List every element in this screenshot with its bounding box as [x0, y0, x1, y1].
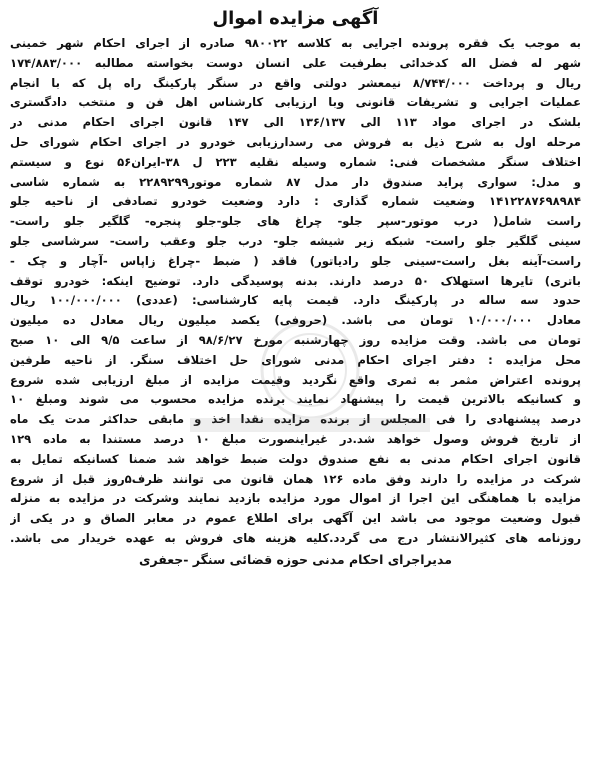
notice-line: راست-آینه بغل راست-سینی جلو رادیاتور) فاقد ( ضبط -چراغ زاپاس -آچار و چک - [10, 253, 581, 268]
notice-line: قبول وضعیت موجود می باشد این آگهی برای اطلاع عموم در معابر الصاق و در یکی از [10, 511, 581, 526]
notice-line: باتری) تایرها استهلاک ۵۰ درصد دارند. بدنه پوسیدگی دارد. توضیح اینکه: خودرو توقف [10, 273, 581, 288]
notice-line: از تاریخ فروش وصول خواهد شد.در غیراینصورت مبلغ ۱۰ درصد مستندا به ماده ۱۲۹ [10, 431, 581, 446]
notice-line: بلشک در اجرای مواد ۱۱۳ الی ۱۳۶/۱۳۷ الی ۱۴۷ قانون اجرای احکام مدنی در [10, 115, 581, 130]
notice-line: به موجب یک فقره پرونده اجرایی به کلاسه ۹۸۰۰۲۲ صادره از اجرای احکام شهر خمینی [10, 36, 581, 50]
notice-line: ریال و پرداخت ۸/۷۴۴/۰۰۰ نیمعشر دولتی واقع در سنگر پارکینگ راه پل که با انجام [10, 75, 581, 90]
notice-signature: مدیراجرای احکام مدنی حوزه قضائی سنگر -جعفری [139, 551, 452, 567]
notice-line: پرونده اعتراض مثمر به ثمری واقع نگردید وقیمت مزایده از مبلغ ارزیابی شده شروع [10, 372, 581, 387]
notice-line: معادل ۱۰/۰۰۰/۰۰۰ تومان می باشد. (حروفی) یکصد میلیون ریال معادل ده میلیون [10, 313, 581, 328]
notice-line: شرکت در مزایده را دارند وفق ماده ۱۲۶ همان قانون می توانند ظرف۵روز قبل از شروع [10, 471, 581, 486]
notice-line: راست شامل( درب موتور-سپر جلو- چراغ های جلو-جلو پنجره- گلگیر جلو راست- [10, 214, 581, 229]
notice-line: مرحله اول به شرح ذیل به فروش می رسدارزیابی خودرو در اجرای احکام شورای حل [10, 134, 581, 149]
notice-body [10, 34, 581, 549]
notice-line: و مدل: سواری پراید صندوق دار مدل ۸۷ شماره موتور۲۲۸۹۲۹۹ به شماره شاسی [10, 174, 581, 189]
notice-line: و کسانیکه بالاترین قیمت را پیشنهاد نمایند برنده مزایده محسوب می شوند ومبلغ ۱۰ [10, 392, 581, 407]
notice-line: روزنامه های کثیرالانتشار درج می گردد.کلیه هزینه های فروش به عهده خریدار می باشد. [10, 530, 581, 545]
notice-line: درصد پیشنهادی را فی المجلس از برنده مزایده نقدا اخذ و مابقی حداکثر مدت یک ماه [10, 412, 581, 427]
notice-line: محل مزایده : دفتر اجرای احکام مدنی شورای حل اختلاف سنگر. از ناحیه طرفین [10, 352, 581, 367]
notice-line: ۱۴۱۲۲۸۷۶۹۸۹۸۴ وضعیت شماره گذاری : دارد وضعیت خودرو تصادفی از ناحیه جلو [10, 194, 581, 209]
notice-line: تومان می باشد. وقت مزایده روز چهارشنبه مورخ ۹۸/۶/۲۷ از ساعت ۹/۵ الی ۱۰ صبح [10, 332, 581, 347]
notice-line: عملیات اجرایی و تشریفات قانونی وبا ارزیابی کارشناس اهل فن و منتخب دادگستری [10, 95, 581, 110]
notice-line: حدود سه ساله در پارکینگ دارد. قیمت پایه کارشناسی: (عددی) ۱۰۰/۰۰۰/۰۰۰ ریال [10, 293, 581, 308]
notice-line: اختلاف سنگر مشخصات فنی: شماره وسیله نقلیه ۲۲۳ ل ۳۸-ایران۵۶ نوع و سیستم [10, 154, 581, 169]
notice-line: شهر له فضل اله کدخدائی بطرفیت علی انسان دوست بخواسته مطالبه ۱۷۴/۸۸۳/۰۰۰ [10, 55, 581, 70]
notice-title: آگهی مزایده اموال [212, 8, 379, 29]
notice-line: سینی گلگیر جلو راست- شبکه زیر شیشه جلو- درب جلو وعقب راست- سرشاسی جلو [10, 233, 581, 248]
notice-line: مزایده با هماهنگی این اجرا از اموال مورد مزایده بازدید نمایند وشرکت در مزایده به منزله [10, 491, 581, 506]
notice-line: قانون اجرای احکام مدنی به نفع صندوق دولت ضبط خواهد شد ضمنا کسانیکه تمایل به [10, 451, 581, 466]
